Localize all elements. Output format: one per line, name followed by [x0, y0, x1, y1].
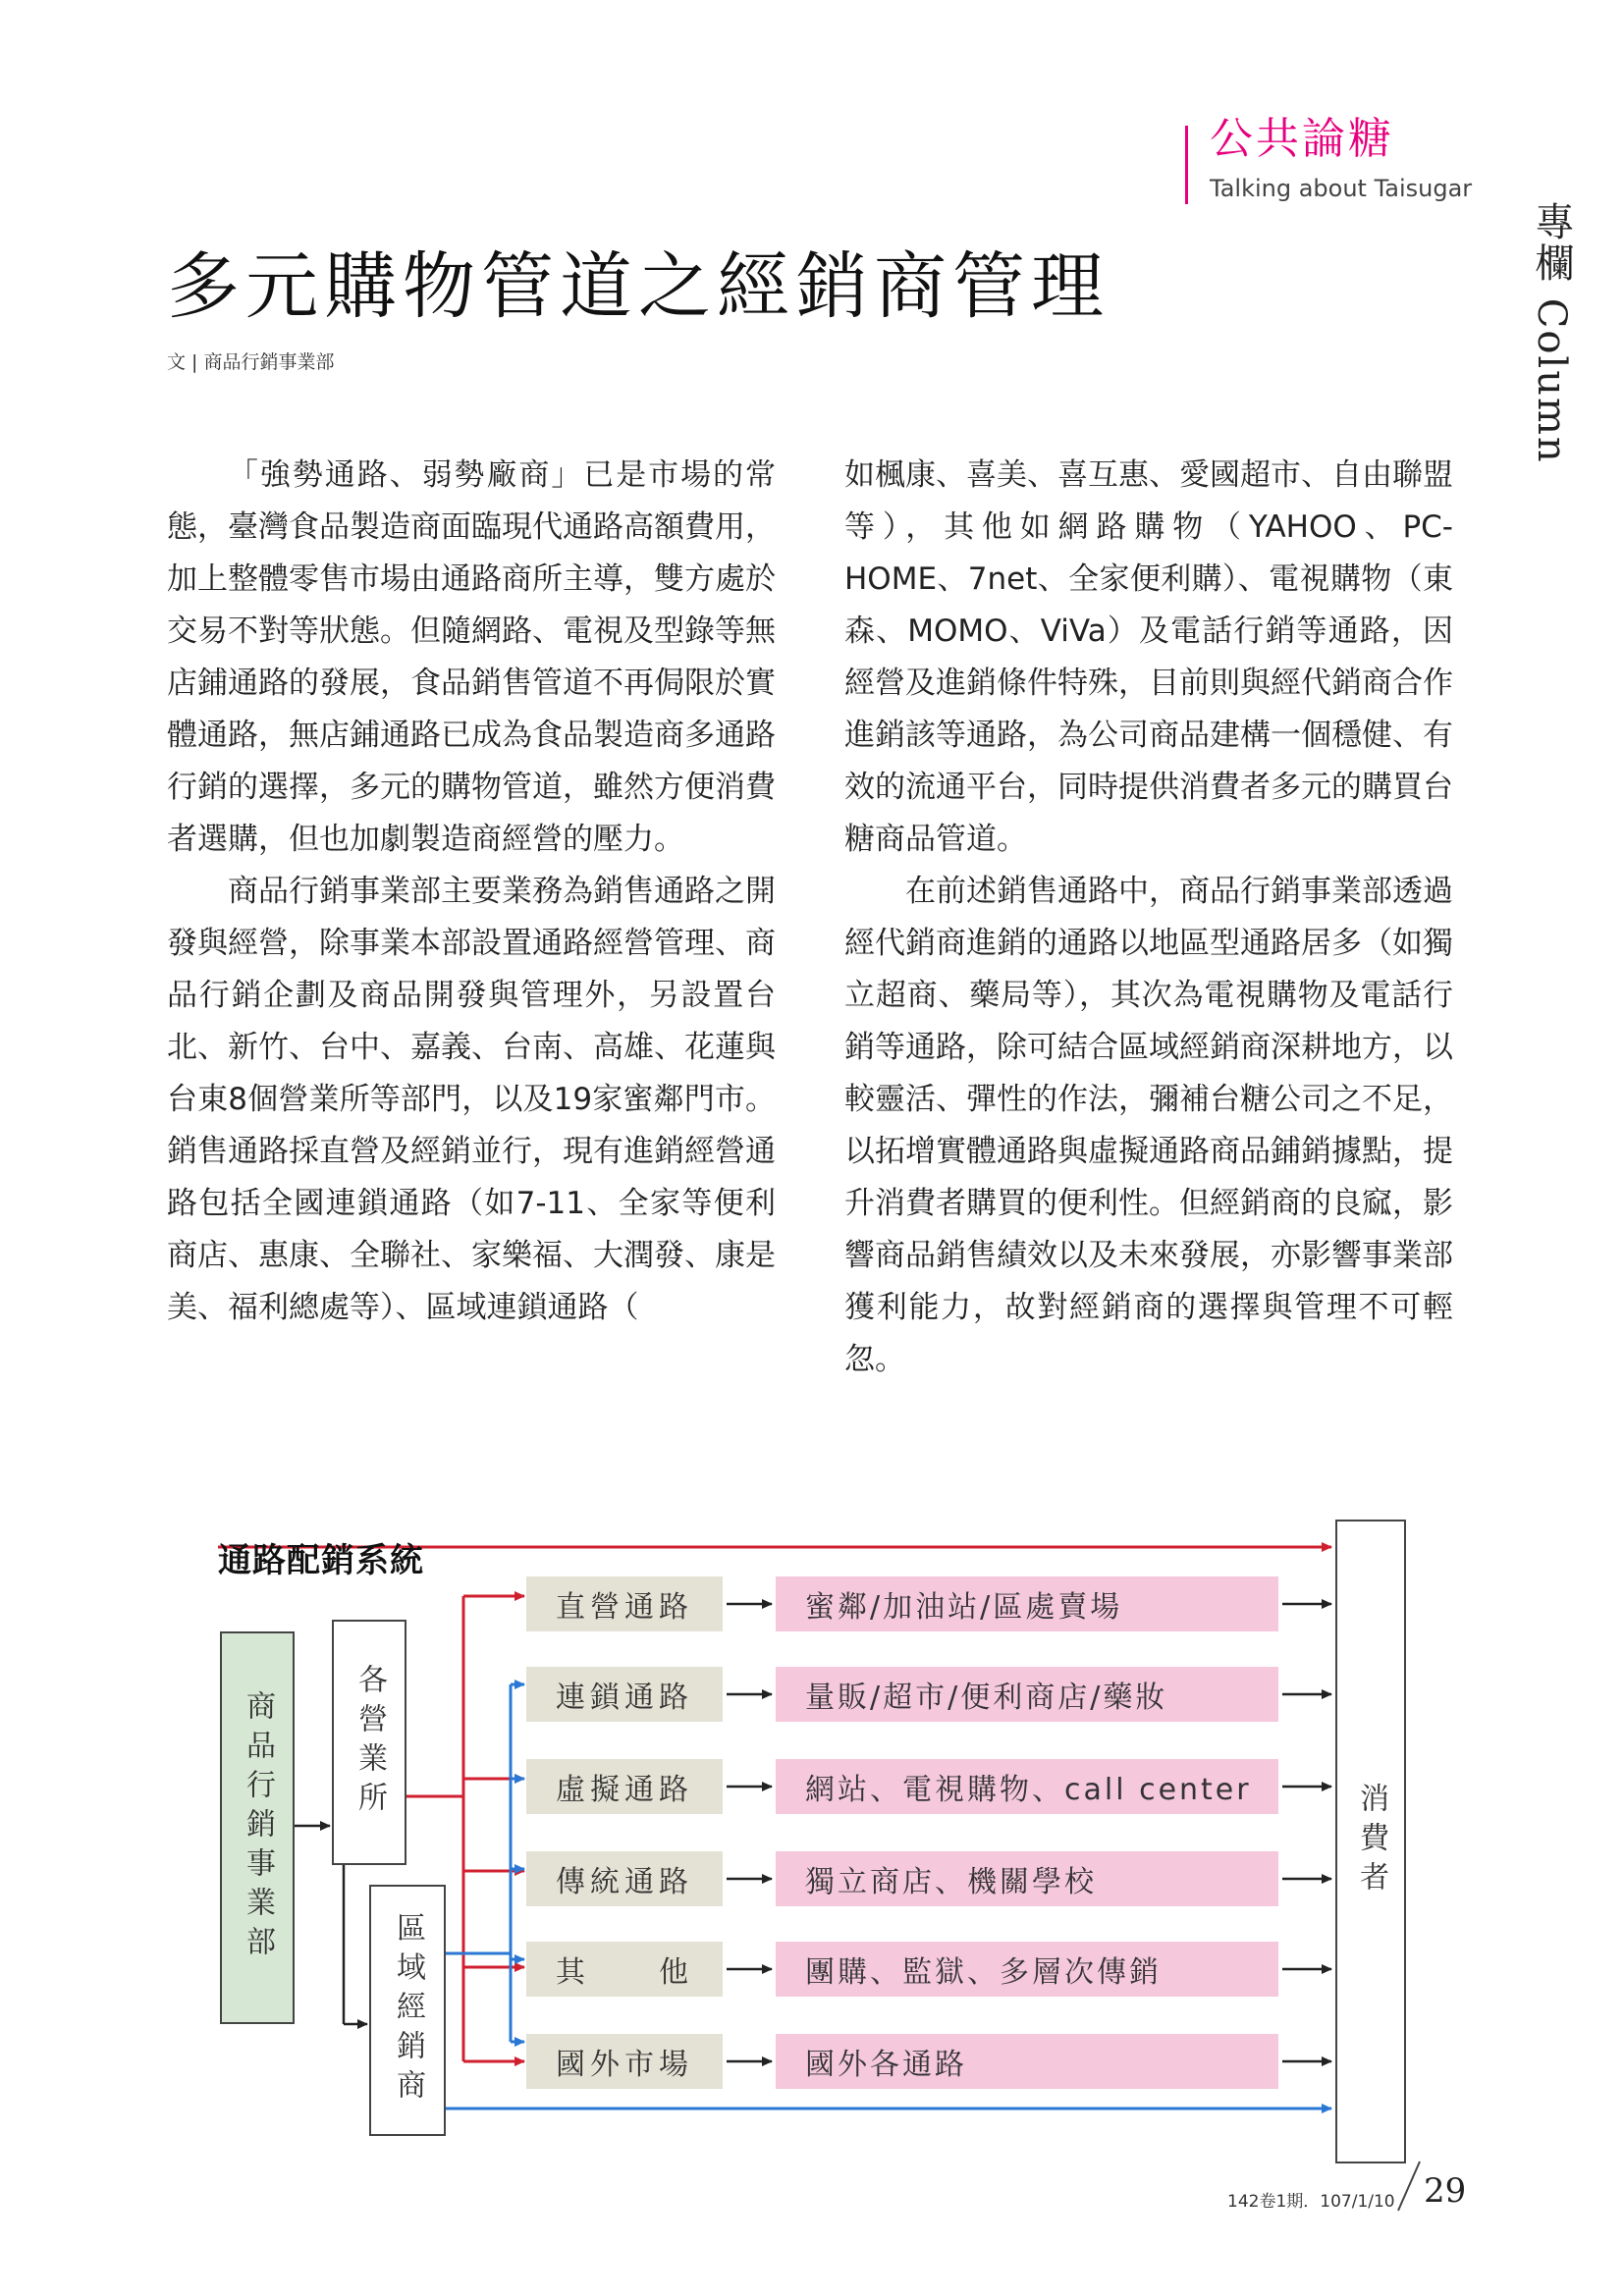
- outlet-box: 獨立商店、機關學校: [776, 1851, 1278, 1906]
- branch-offices-label: 各營業所: [352, 1664, 387, 1821]
- footer-slash: [1394, 2160, 1424, 2213]
- channel-box: 連鎖通路: [526, 1667, 723, 1722]
- channel-box: 傳統通路: [526, 1851, 723, 1906]
- channel-box: 虛擬通路: [526, 1759, 723, 1814]
- regional-dealers-label: 區域經銷商: [391, 1912, 425, 2109]
- outlet-box: 團購、監獄、多層次傳銷: [776, 1942, 1278, 1997]
- channel-box: 直營通路: [526, 1576, 723, 1631]
- issue-info: 142卷1期．107/1/10: [1227, 2192, 1395, 2212]
- paragraph: 在前述銷售通路中，商品行銷事業部透過經代銷商進銷的通路以地區型通路居多（如獨立超商、藥局等），其次為電視購物及電話行銷等通路，除可結合區域經銷商深耕地方，以較靈活、彈性的作法，彌補台糖公司之不足，以拓增實體通路與虛擬通路商品鋪銷據點，提升消費者購買的便利性。但經銷商的良窳，影響商品銷售績效以及未來發展，亦影響事業部獲利能力，故對經銷商的選擇與管理不可輕忽。: [844, 874, 1453, 1377]
- column-subtitle: Talking about Taisugar: [1210, 175, 1473, 202]
- consumer-label: 消費者: [1354, 1783, 1388, 1900]
- channel-box: 國外市場: [526, 2034, 723, 2089]
- article-byline: 文 | 商品行銷事業部: [167, 351, 335, 373]
- paragraph: 如楓康、喜美、喜互惠、愛國超市、自由聯盟等），其他如網路購物（YAHOO、PC-HOME、7net、全家便利購）、電視購物（東森、MOMO、ViVa）及電話行銷等通路，因經營及進銷條件特殊，目前則與經代銷商合作進銷該等通路，為公司商品建構一個穩健、有效的流通平台，同時提供消費者多元的購買台糖商品管道。: [844, 457, 1453, 857]
- side-column-tag: 專欄 Column: [1529, 201, 1574, 464]
- outlet-box: 網站、電視購物、call center: [776, 1759, 1278, 1814]
- article-title: 多元購物管道之經銷商管理: [167, 244, 1110, 329]
- paragraph: 商品行銷事業部主要業務為銷售通路之開發與經營，除事業本部設置通路經營管理、商品行銷企劃及商品開發與管理外，另設置台北、新竹、台中、嘉義、台南、高雄、花蓮與台東8個營業所等部門，以及19家蜜鄰門市。銷售通路採直營及經銷並行，現有進銷經營通路包括全國連鎖通路（如7-11、全家等便利商店、惠康、全聯社、家樂福、大潤發、康是美、福利總處等）、區域連鎖通路（: [167, 874, 776, 1325]
- outlet-box: 國外各通路: [776, 2034, 1278, 2089]
- outlet-box: 量販/超市/便利商店/藥妝: [776, 1667, 1278, 1722]
- page-number: 29: [1424, 2171, 1467, 2211]
- column-title: 公共論糖: [1210, 114, 1394, 164]
- diagram-title: 通路配銷系統: [218, 1541, 424, 1580]
- consumer-box: [1335, 1520, 1406, 2163]
- paragraph: 「強勢通路、弱勢廠商」已是市場的常態，臺灣食品製造商面臨現代通路高額費用，加上整體零售市場由通路商所主導，雙方處於交易不對等狀態。但隨網路、電視及型錄等無店鋪通路的發展，食品銷售管道不再侷限於實體通路，無店鋪通路已成為食品製造商多通路行銷的選擇，多元的購物管道，雖然方便消費者選購，但也加劇製造商經營的壓力。: [167, 457, 776, 857]
- branch-offices-box: [332, 1620, 406, 1865]
- regional-dealers-box: [369, 1885, 446, 2136]
- source-dept-label: 商品行銷事業部: [241, 1690, 275, 1965]
- outlet-box: 蜜鄰/加油站/區處賣場: [776, 1576, 1278, 1631]
- source-dept-box: [220, 1631, 295, 2024]
- channel-box: 其 他: [526, 1942, 723, 1997]
